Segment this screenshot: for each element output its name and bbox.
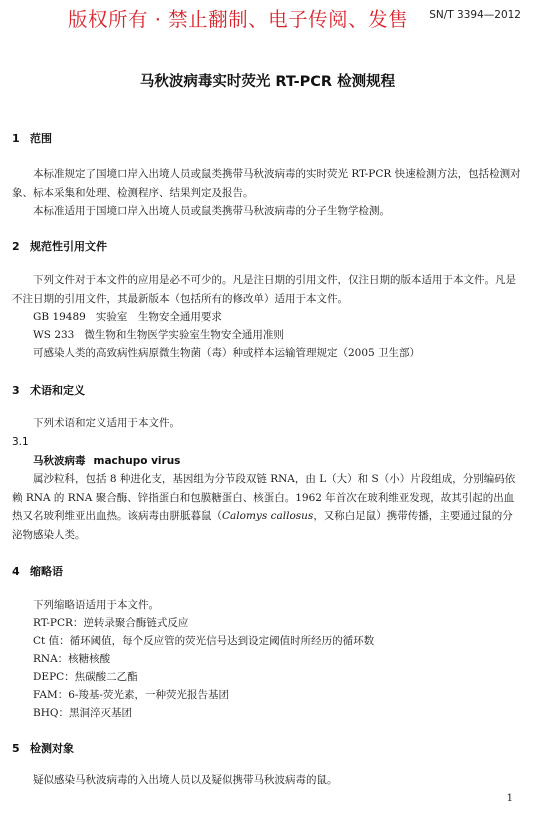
reference-item (33, 326, 284, 345)
standard-number: SN/T 3394—2012 (429, 9, 521, 21)
section-title: 检测对象 (30, 742, 74, 755)
term-definition (12, 470, 522, 544)
section-title: 术语和定义 (30, 384, 85, 397)
definition-text-b: ，又称白足鼠）携带传播，主要通过鼠的分泌物感染人类。 (12, 510, 513, 541)
reference-name: 微生物和生物医学实验室生物安全通用准则 (84, 329, 284, 341)
definition-latin-name: Calomys callosus (222, 510, 314, 522)
section-number: 1 (12, 132, 20, 145)
term-chinese: 马秋波病毒 (33, 455, 86, 467)
abbreviation-item: Ct 值：循环阈值，每个反应管的荧光信号达到设定阈值时所经历的循环数 (33, 635, 375, 647)
section-3-heading (12, 382, 85, 398)
abbreviation-item: RNA：核糖核酸 (33, 653, 111, 665)
page-number: 1 (506, 793, 513, 804)
section-number: 5 (12, 742, 20, 755)
section-title: 范围 (30, 132, 52, 145)
section-title: 缩略语 (30, 565, 63, 578)
section-4-intro: 下列缩略语适用于本文件。 (33, 599, 159, 611)
section-1-paragraph-2: 本标准适用于国境口岸入出境人员或鼠类携带马秋波病毒的分子生物学检测。 (33, 205, 390, 217)
abbreviation-item: RT-PCR：逆转录聚合酶链式反应 (33, 617, 189, 629)
section-5-paragraph: 疑似感染马秋波病毒的入出境人员以及疑似携带马秋波病毒的鼠。 (33, 774, 338, 786)
section-1-heading (12, 130, 52, 146)
subsection-number: 3.1 (12, 436, 29, 448)
section-number: 2 (12, 240, 20, 253)
reference-regulation: 可感染人类的高致病性病原微生物菌（毒）种或样本运输管理规定（2005 卫生部） (33, 347, 421, 359)
reference-code: WS 233 (33, 329, 75, 341)
section-number: 4 (12, 565, 20, 578)
section-2-heading (12, 238, 107, 254)
definition-text-a: 属沙粒科，包括 8 种进化支，基因组为分节段双链 RNA，由 L（大）和 S（小）片段组成，分别编码依赖 RNA 的 RNA 聚合酶、锌指蛋白和包膜糖蛋白、核蛋白。1962 年首次在玻利维亚发现，故其引起的出血热又名玻利维亚出血热。该病毒由胼胝暮鼠（ (12, 473, 516, 522)
section-5-heading (12, 740, 74, 756)
abbreviation-item: BHQ：黑洞淬灭基团 (33, 707, 132, 719)
abbreviation-item: FAM：6-羧基-荧光素，一种荧光报告基团 (33, 689, 229, 701)
reference-item (33, 308, 222, 327)
reference-code: GB 19489 (33, 311, 86, 323)
section-title: 规范性引用文件 (30, 240, 107, 253)
reference-name: 实验室 生物安全通用要求 (95, 311, 222, 323)
section-4-heading (12, 563, 63, 579)
term-entry (33, 453, 180, 468)
section-3-intro: 下列术语和定义适用于本文件。 (33, 417, 180, 429)
section-2-paragraph-1: 下列文件对于本文件的应用是必不可少的。凡是注日期的引用文件，仅注日期的版本适用于本文件。凡是不注日期的引用文件，其最新版本（包括所有的修改单）适用于本文件。 (12, 274, 516, 305)
term-english: machupo virus (93, 455, 181, 467)
section-number: 3 (12, 384, 20, 397)
copyright-watermark: 版权所有 · 禁止翻制、电子传阅、发售 (68, 8, 409, 31)
document-title: 马秋波病毒实时荧光 RT-PCR 检测规程 (139, 74, 396, 90)
abbreviation-item: DEPC：焦碳酸二乙酯 (33, 671, 138, 683)
section-1-paragraph-1: 本标准规定了国境口岸入出境人员或鼠类携带马秋波病毒的实时荧光 RT-PCR 快速检测方法，包括检测对象、标本采集和处理、检测程序、结果判定及报告。 (12, 168, 521, 199)
